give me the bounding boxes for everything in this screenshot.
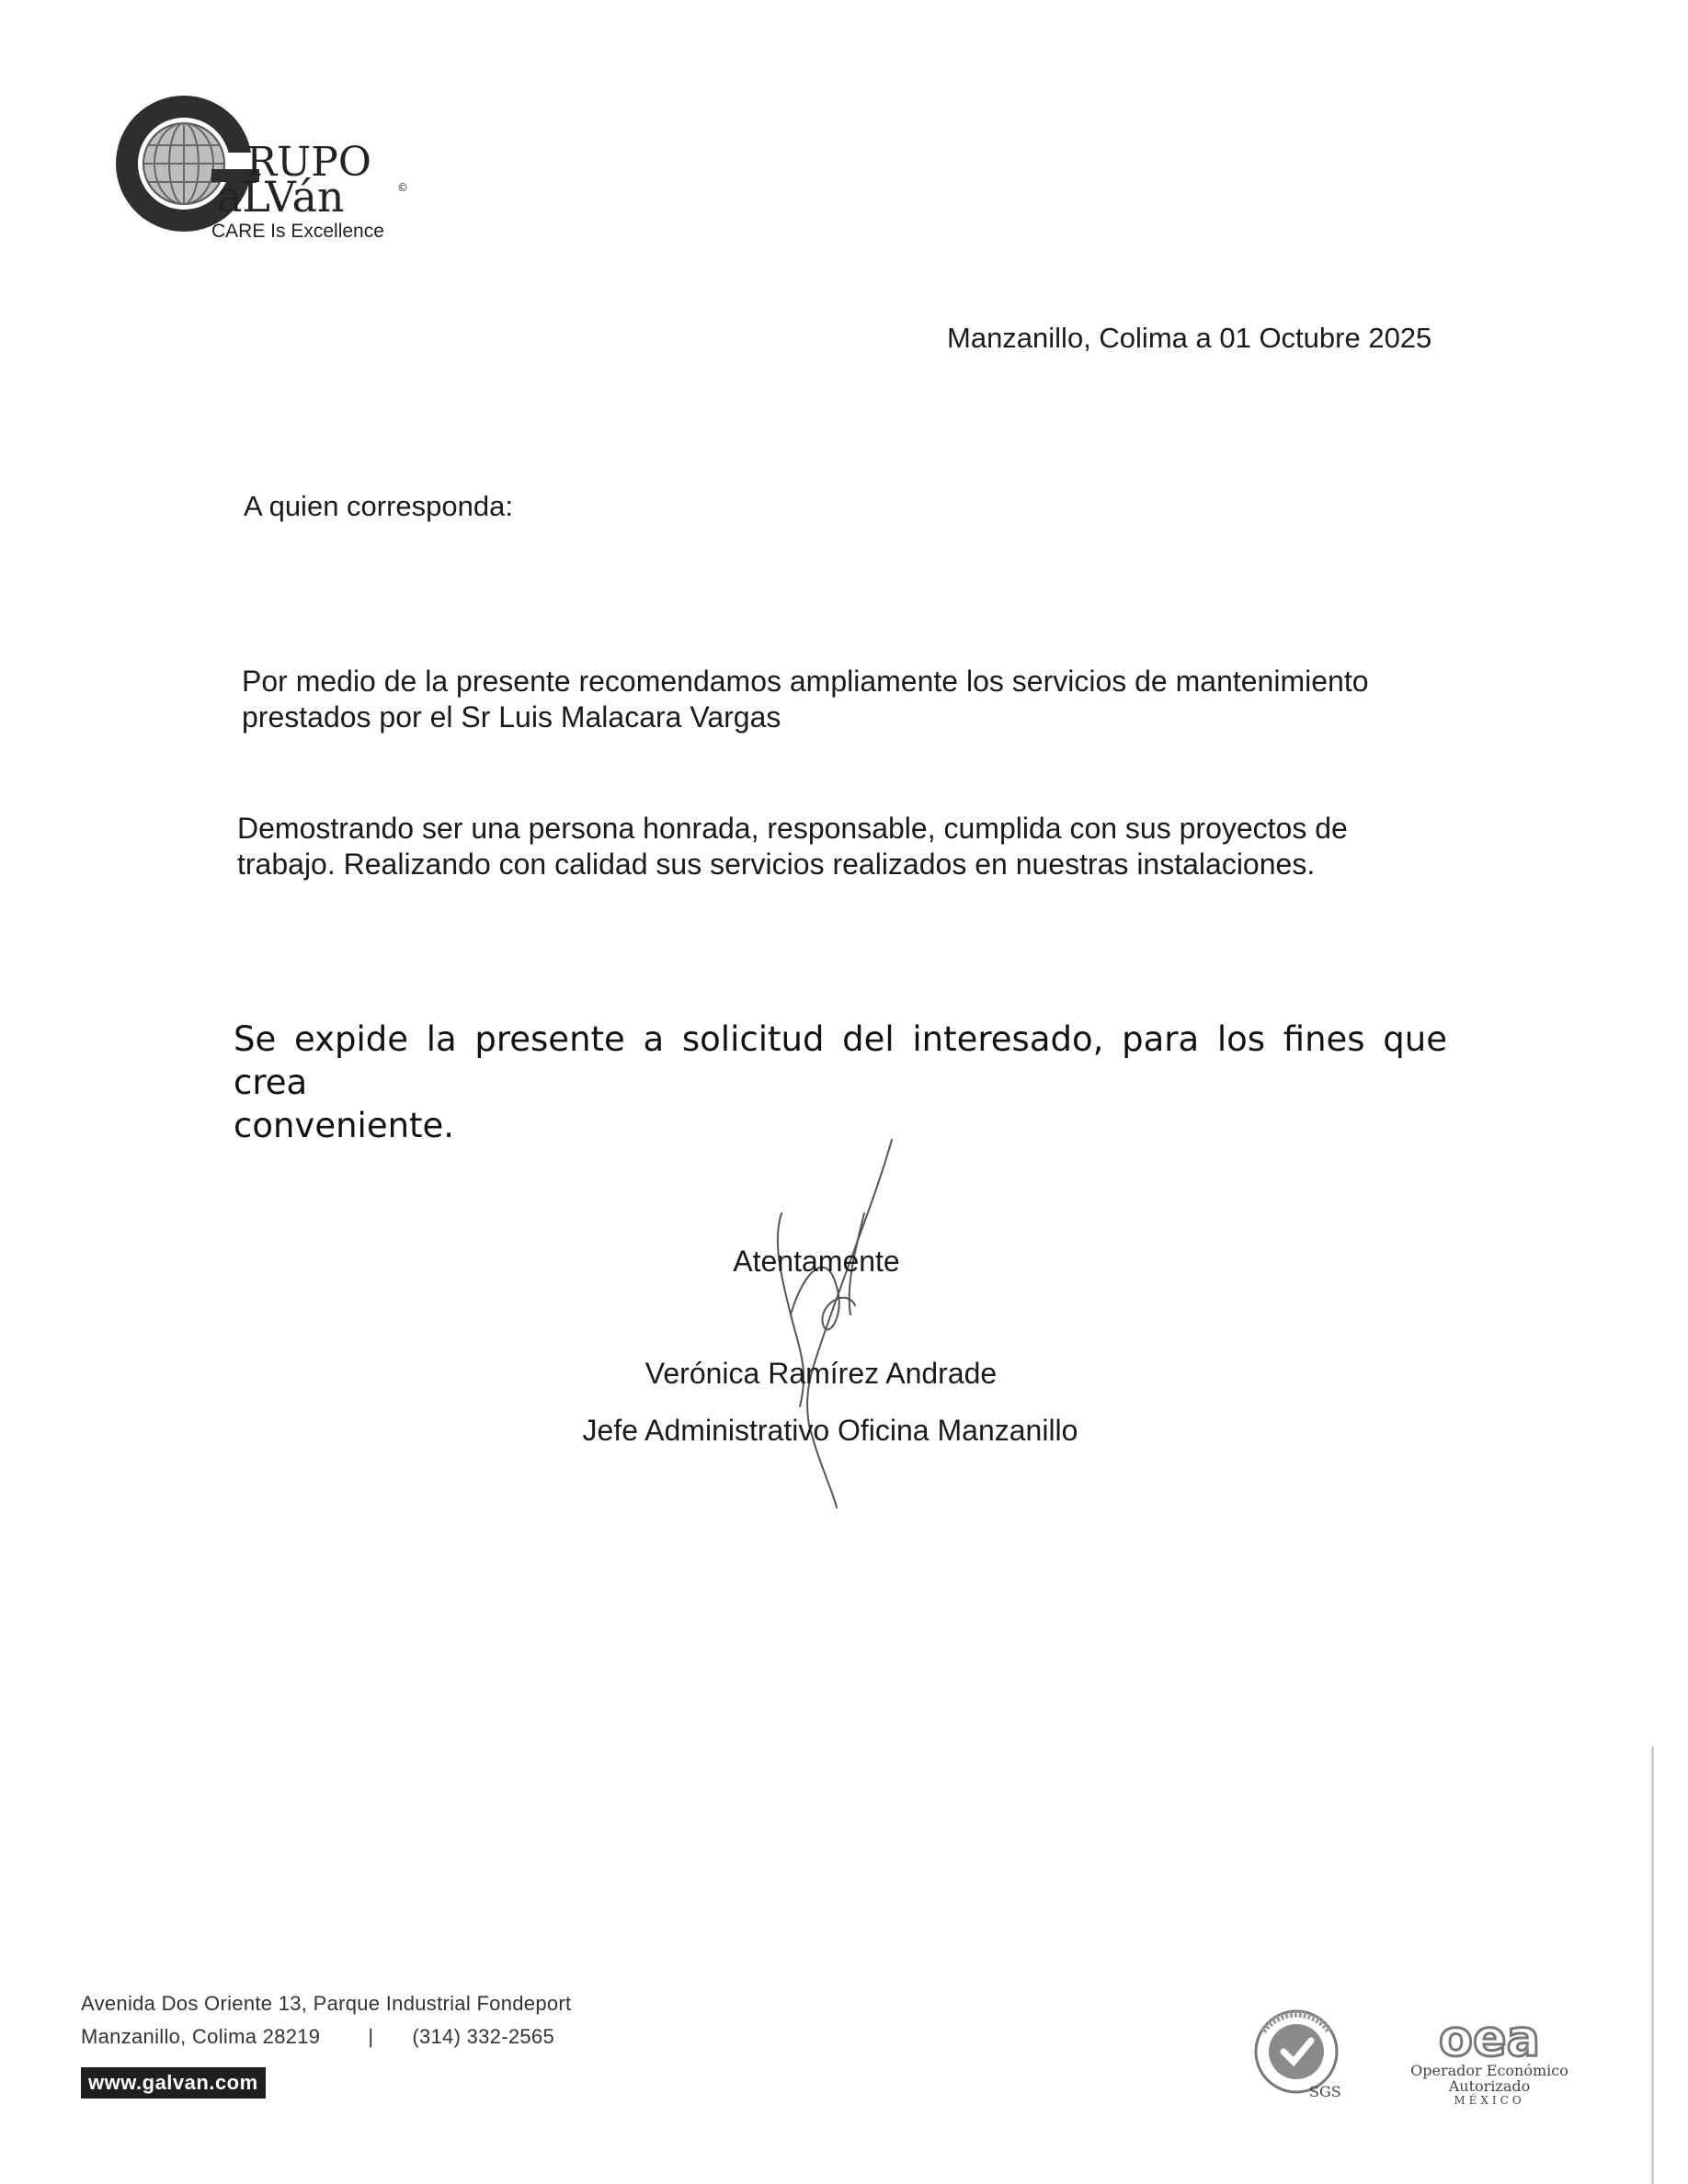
footer-address: Avenida Dos Oriente 13, Parque Industrial Fondeport <box>81 1992 572 2015</box>
signer-title <box>0 1414 1688 1448</box>
letter-date: Manzanillo, Colima a 01 Octubre 2025 <box>947 322 1432 354</box>
paragraph-line: Demostrando ser una persona honrada, responsable, cumplida con sus proyectos de <box>237 812 1348 845</box>
logo-wordmark-line2: aLVán <box>217 172 345 222</box>
scan-edge-line <box>1651 1746 1654 2184</box>
paragraph-qualities <box>237 811 1348 882</box>
footer-phone: (314) 332-2565 <box>412 2025 555 2048</box>
signer-name-text: Verónica Ramírez Andrade <box>644 1357 998 1390</box>
paragraph-line: Por medio de la presente recomendamos ampliamente los servicios de mantenimiento <box>242 665 1369 698</box>
footer-website-link[interactable]: www.galvan.com <box>81 2067 266 2099</box>
oea-line3: MÉXICO <box>1454 2094 1525 2107</box>
paragraph-recommendation <box>242 664 1369 735</box>
oea-line2: Autorizado <box>1448 2077 1531 2095</box>
closing-line: conveniente. <box>234 1106 455 1145</box>
paragraph-line: trabajo. Realizando con calidad sus servicios realizados en nuestras instalaciones. <box>237 847 1316 881</box>
closing-paragraph <box>234 1018 1447 1147</box>
oea-logo-text: oea <box>1438 2013 1541 2067</box>
handwritten-signature <box>717 1131 929 1517</box>
footer-city-phone <box>81 2025 554 2049</box>
footer-city: Manzanillo, Colima 28219 <box>81 2025 321 2048</box>
signer-name <box>0 1357 1688 1391</box>
salutation-text: Atentamente <box>733 1245 900 1278</box>
signer-title-text: Jefe Administrativo Oficina Manzanillo <box>582 1414 1078 1447</box>
greeting: A quien corresponda: <box>244 490 513 522</box>
sgs-label: SGS <box>1309 2083 1341 2100</box>
logo-tagline: CARE Is Excellence <box>211 221 384 242</box>
registered-mark: © <box>397 181 408 194</box>
salutation <box>0 1245 1688 1279</box>
logo-wordmark-line1: RUPO <box>246 139 371 186</box>
sgs-iso-seal-icon <box>1250 2004 1361 2105</box>
closing-line: Se expide la presente a solicitud del interesado, para los fines que crea <box>234 1019 1447 1102</box>
oea-line1: Operador Económico <box>1410 2062 1568 2079</box>
footer-separator: | <box>368 2025 374 2048</box>
paragraph-line: prestados por el Sr Luis Malacara Vargas <box>242 700 781 734</box>
